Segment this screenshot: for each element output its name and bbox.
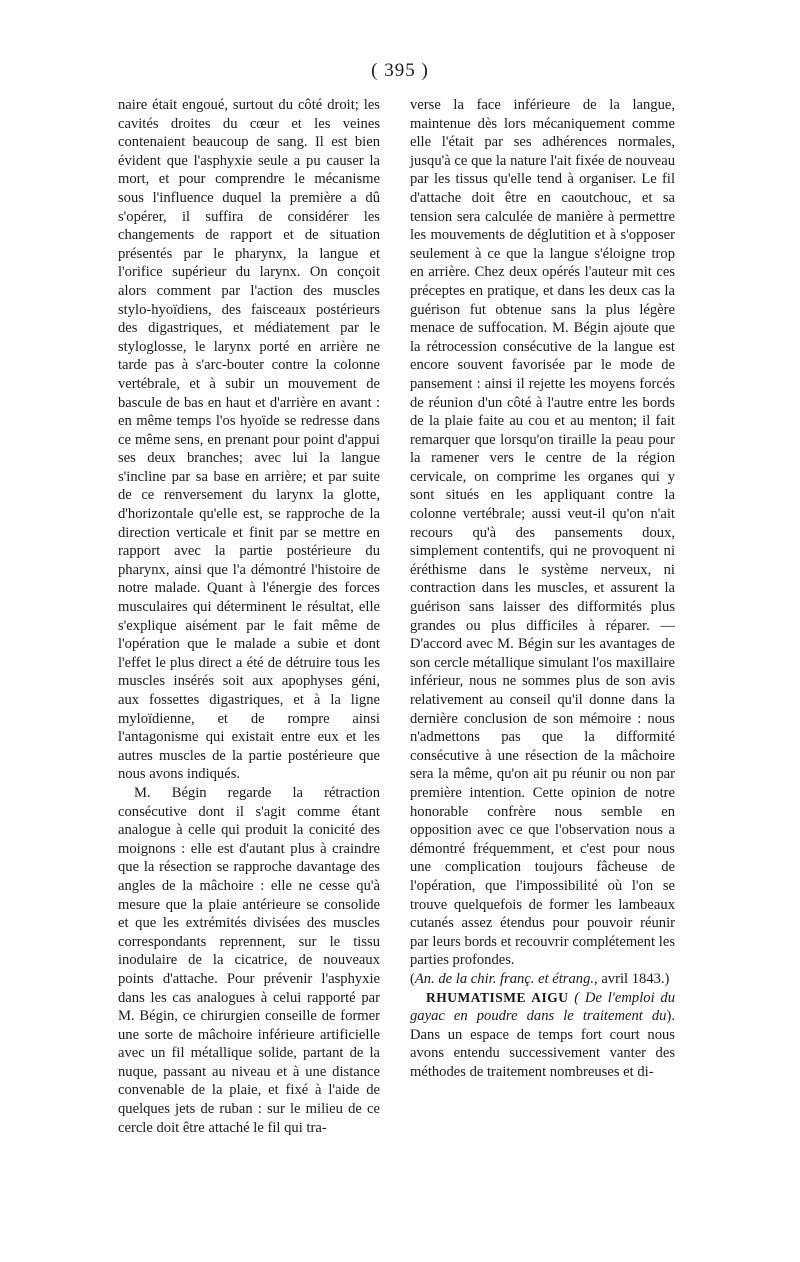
citation-open: ( xyxy=(410,970,415,987)
left-paragraph-1: naire était engoué, surtout du côté droit; les cavités droites du cœur et les veines contenaient beaucoup de sang. Il est bien évident que l'asphyxie seule a pu causer la mort, et pour comprendre le mécanisme sous l'influence duquel la première a dû s'opérer, il suffira de considérer les changements de rapport et de situation présentés par le pharynx, la langue et l'orifice supérieur du larynx. On conçoit alors comment par l'action des muscles stylo-hyoïdiens, des faisceaux postérieurs des digastriques, et médiatement par le styloglosse, le larynx porté en arrière ne tarde pas à s'arc-bouter contre la colonne vertébrale, et à subir un mouvement de bascule de bas en haut et d'arrière en avant : en même temps l'os hyoïde se redresse dans ce même sens, en prenant pour point d'appui ses deux branches; avec lui la langue s'incline par sa base en arrière; et par suite de ce renversement du larynx la glotte, d'horizontale qu'elle est, se rapproche de la direction verticale et finit par se mettre en rapport avec la partie postérieure du pharynx, ainsi que l'a démontré l'histoire de notre malade. Quant à l'énergie des forces musculaires qui déterminent le résultat, elle s'explique aisément par le fait même de l'opération que le malade a subie et dont l'effet le plus direct a été de détruire tous les muscles insérés soit aux apophyses géni, aux fossettes digastriques, et à la ligne myloïdienne, et de rompre ainsi l'antagonisme qui existait entre eux et les autres muscles de la partie postérieure que nous avons indiqués. xyxy=(118,97,380,783)
article-rhumatisme xyxy=(410,989,675,1082)
article-subtitle-end: ). xyxy=(666,1008,675,1025)
left-column xyxy=(118,96,380,1137)
right-column xyxy=(410,96,675,1081)
citation xyxy=(410,970,675,989)
right-paragraph-1: verse la face inférieure de la langue, maintenue dès lors mécaniquement comme elle l'était par ses adhérences normales, jusqu'à ce que la nature l'ait fixée de nouveau par les tissus qu'elle tend à organiser. Le fil d'attache doit être en caoutchouc, et sa tension sera calculée de manière à permettre les mouvements de déglutition et à s'opposer seulement à ce que la langue s'éloigne trop en arrière. Chez deux opérés l'auteur mit ces préceptes en pratique, et dans les deux cas la guérison fut obtenue sans la plus légère menace de suffocation. M. Bégin ajoute que la rétrocession consécutive de la langue est encore souvent favorisée par le mode de pansement : ainsi il rejette les moyens forcés de réunion d'un côté à l'autre entre les bords de la plaie faite au cou et au menton; il fait remarquer que lorsqu'on tiraille la peau pour la ramener vers le centre de la région cervicale, on comprime les organes qui y sont situés en les appliquant contre la colonne vertébrale; aussi veut-il qu'on n'ait recours qu'à des pansements doux, simplement contentifs, qui ne provoquent ni éréthisme dans le système nerveux, ni contraction dans les muscles, et assurent la guérison sans laisser des difformités plus grandes ou plus difficiles à réparer. — D'accord avec M. Bégin sur les avantages de son cercle métallique simulant l'os maxillaire inférieur, nous ne sommes plus de son avis relativement au conseil qu'il donne dans la dernière conclusion de son mémoire : nous n'admettons pas que la difformité consécutive à une résection de la mâchoire sera la même, qu'on ait pu réunir ou non par première intention. Cette opinion de notre honorable confrère nous semble en opposition avec ce que l'observation nous a démontré fréquemment, et c'est pour nous une complication toujours fâcheuse de l'opération, que l'impossibilité où l'on se trouve quelquefois de former les lambeaux cutanés assez étendus pour pouvoir réunir par leurs bords et recouvrir complétement les parties profondes. xyxy=(410,97,675,969)
page-number: ( 395 ) xyxy=(371,60,429,81)
citation-title: An. de la chir. franç. et étrang. xyxy=(414,970,595,987)
citation-date: , avril 1843.) xyxy=(594,970,670,987)
article-body: Dans un espace de temps fort court nous avons entendu successivement vanter des méthodes de traitement nombreuses et di- xyxy=(410,1026,675,1080)
article-subtitle: ( De l'emploi du gayac en poudre dans le traitement du xyxy=(410,989,675,1025)
left-paragraph-2: M. Bégin regarde la rétraction consécutive dont il s'agit comme étant analogue à celle qui produit la conicité des moignons : elle est d'autant plus à craindre que la résection se rapproche davantage des angles de la mâchoire : elle ne cesse qu'à mesure que la plaie antérieure se consolide et que les extrémités divisées des muscles correspondants reprennent, sur le tissu inodulaire de la cicatrice, de nouveaux points d'attache. Pour prévenir l'asphyxie dans les cas analogues à celui rapporté par M. Bégin, ce chirurgien conseille de former une sorte de mâchoire inférieure artificielle avec un fil métallique solide, partant de la nuque, passant au niveau et à une distance convenable de la plaie, et fixé à l'aide de quelques jets de ruban : sur le milieu de ce cercle doit être attaché le fil qui tra- xyxy=(118,784,380,1136)
article-title: RHUMATISME AIGU xyxy=(426,989,569,1005)
